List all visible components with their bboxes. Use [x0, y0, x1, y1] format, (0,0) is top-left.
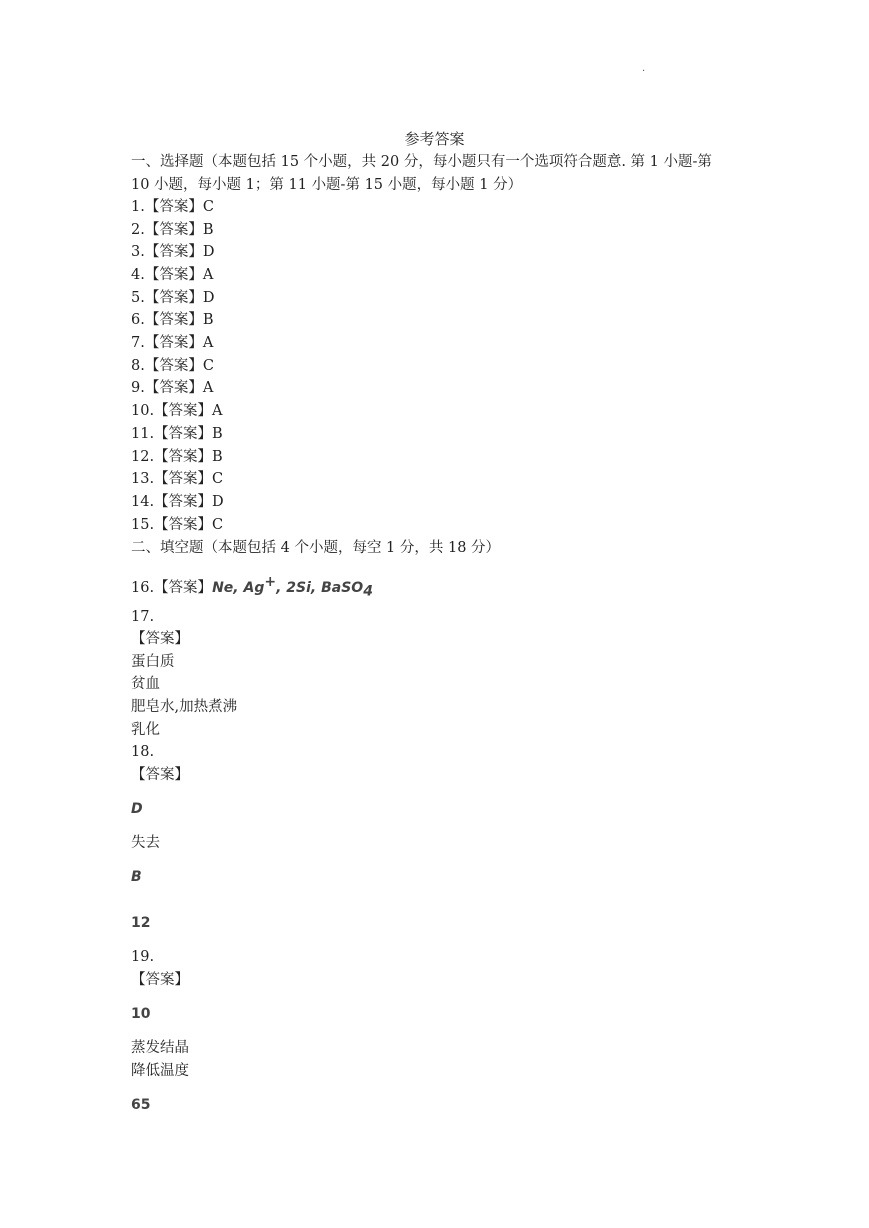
- answer-item: 12.【答案】B: [131, 449, 223, 465]
- q17-answer: 乳化: [131, 722, 160, 738]
- answer-item: 14.【答案】D: [131, 494, 224, 510]
- formula-baso-subscript: 4: [363, 583, 373, 600]
- separator: ,: [310, 579, 322, 596]
- formula-ag: Ag: [243, 579, 265, 596]
- q17-number: 17.: [131, 609, 155, 625]
- q19-answer-1: 10: [131, 1006, 151, 1022]
- q19-answer-2: 蒸发结晶: [131, 1040, 189, 1056]
- q17-label: 【答案】: [131, 631, 189, 647]
- q19-answer-4: 65: [131, 1097, 151, 1113]
- answer-item: 7.【答案】A: [131, 335, 214, 351]
- answer-item: 11.【答案】B: [131, 426, 223, 442]
- answer-item: 13.【答案】C: [131, 471, 224, 487]
- page-title: 参考答案: [404, 130, 465, 148]
- answer-item: 6.【答案】B: [131, 312, 214, 328]
- section2-header: 二、填空题（本题包括 4 个小题，每空 1 分，共 18 分）: [131, 540, 501, 556]
- q18-answer-3: B: [131, 869, 142, 885]
- answer-item: 3.【答案】D: [131, 244, 215, 260]
- q17-answer: 贫血: [131, 676, 160, 692]
- section1-header-cont: 10 小题，每小题 1；第 11 小题-第 15 小题，每小题 1 分）: [131, 177, 523, 193]
- formula-si: 2Si: [286, 579, 311, 596]
- answer-item: 5.【答案】D: [131, 290, 215, 306]
- formula-baso: BaSO: [321, 579, 364, 596]
- page-mark: ·: [642, 66, 646, 77]
- separator: ,: [276, 579, 287, 596]
- q18-number: 18.: [131, 744, 155, 760]
- answer-item: 15.【答案】C: [131, 517, 224, 533]
- answer-item: 2.【答案】B: [131, 222, 214, 238]
- q18-answer-1: D: [131, 801, 143, 817]
- q19-answer-3: 降低温度: [131, 1063, 189, 1079]
- answer-item: 1.【答案】C: [131, 199, 214, 215]
- q18-answer-4: 12: [131, 915, 151, 931]
- answer-item: 4.【答案】A: [131, 267, 214, 283]
- answer-item: 8.【答案】C: [131, 358, 214, 374]
- q19-number: 19.: [131, 949, 155, 965]
- q16-answer: [131, 572, 373, 602]
- section1-header: 一、选择题（本题包括 15 个小题，共 20 分，每小题只有一个选项符合题意. 第 1 小题-第: [131, 154, 712, 170]
- formula-ne: Ne: [212, 579, 234, 596]
- answer-item: 10.【答案】A: [131, 403, 223, 419]
- q17-answer: 蛋白质: [131, 654, 175, 670]
- q19-label: 【答案】: [131, 972, 189, 988]
- answer-item: 9.【答案】A: [131, 380, 214, 396]
- q17-answer: 肥皂水,加热煮沸: [131, 699, 238, 715]
- formula-ag-charge: +: [264, 574, 277, 590]
- separator: ,: [233, 579, 244, 596]
- q16-label: 16.【答案】: [131, 579, 213, 596]
- q18-answer-2: 失去: [131, 835, 160, 851]
- q18-label: 【答案】: [131, 767, 189, 783]
